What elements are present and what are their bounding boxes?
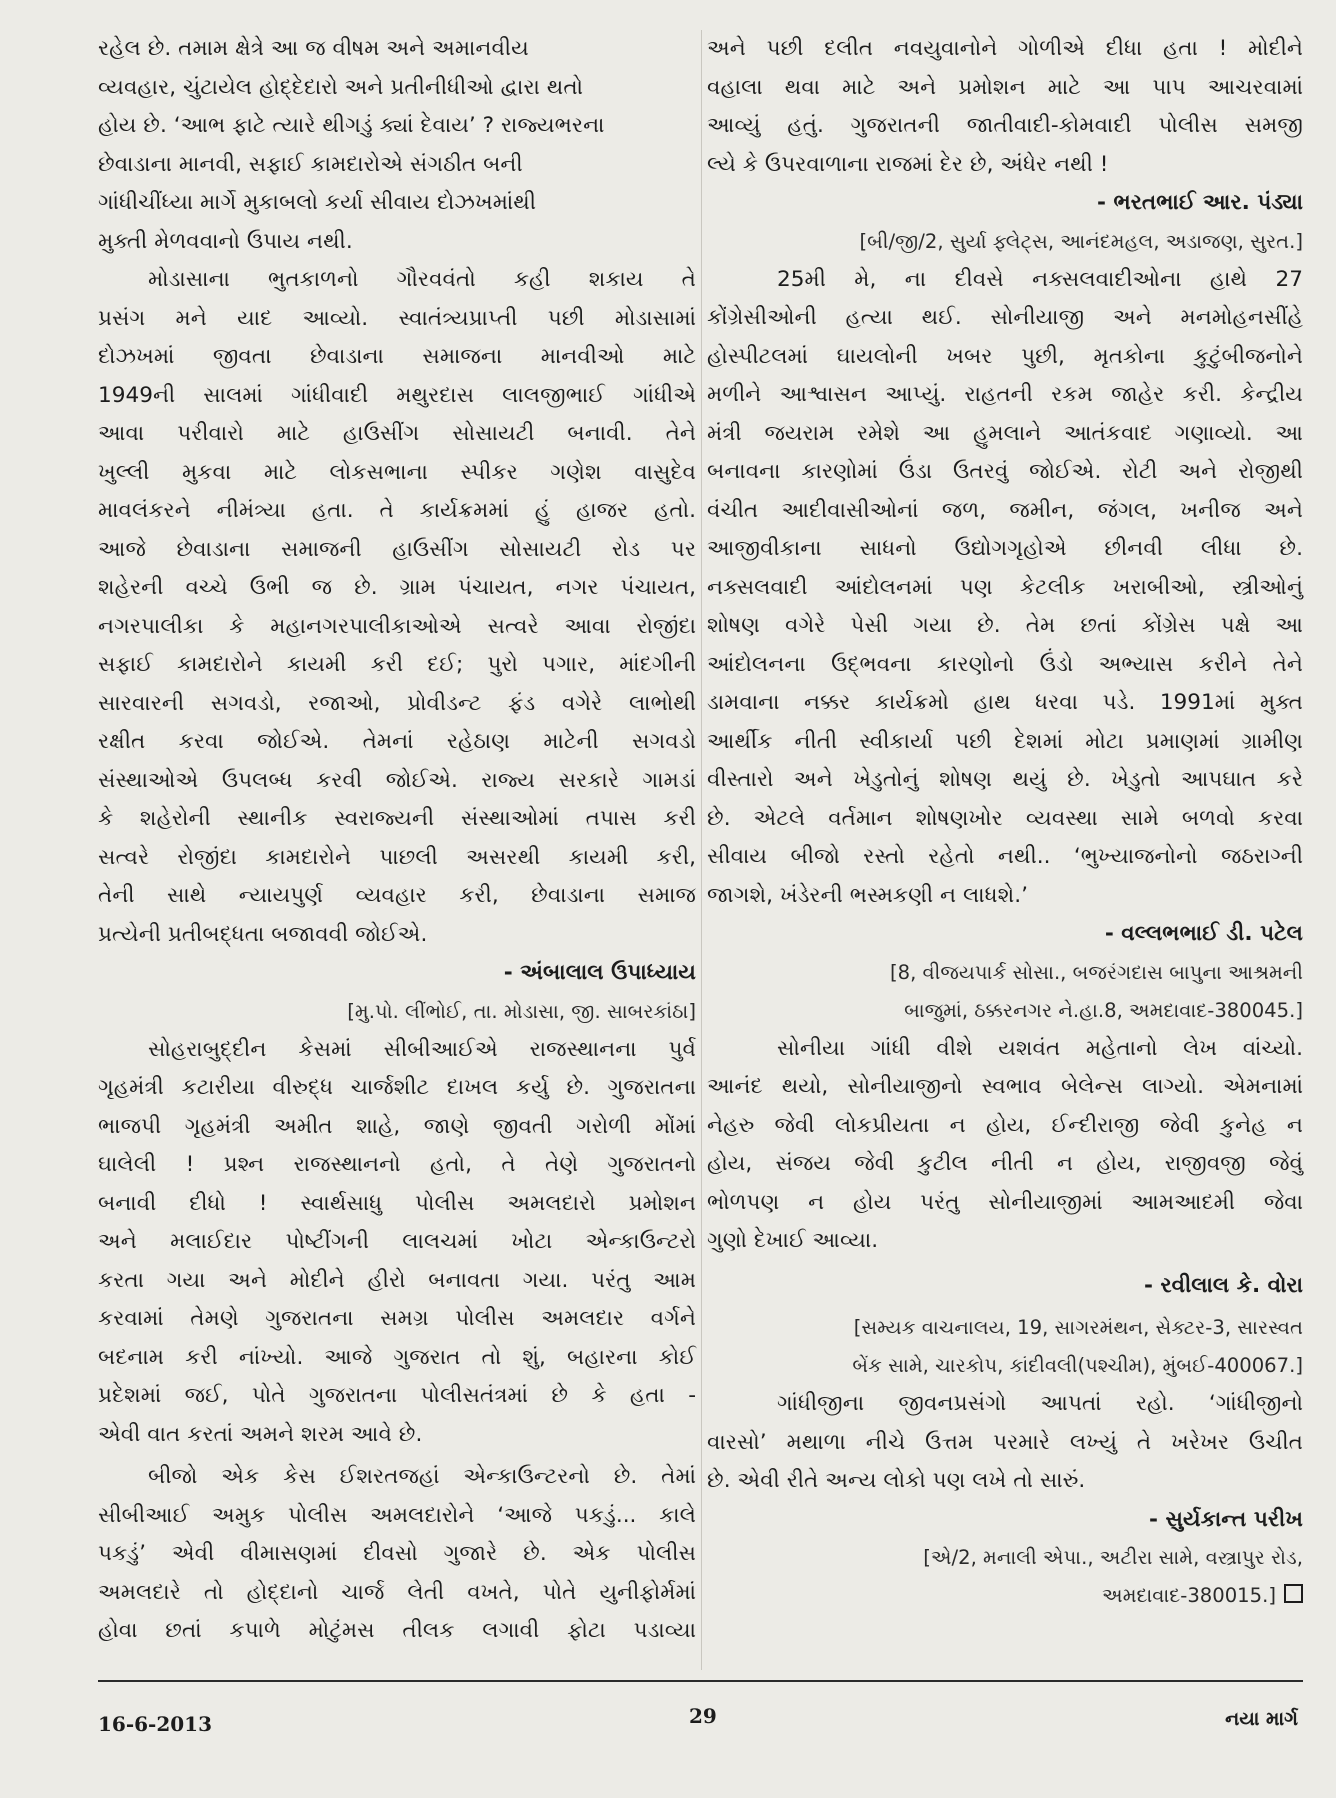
magazine-name: નયા માર્ગ [1225,1708,1298,1730]
footer-rule [98,1680,1303,1682]
author-address: [એ/2, મનાલી એપા., અટીરા સામે, વસ્ત્રાપુર રોડ, અમદાવાદ-380015.] [923,1546,1303,1607]
letter-paragraph: રહેલ છે. તમામ ક્ષેત્રે આ જ વીષમ અને અમાનવીય વ્યવહાર, ચુંટાયેલ હોદ્દેદારો અને પ્રતીનીધીઓ દ્વારા થતો હોય છે. ‘આભ ફાટે ત્યારે થીગડું ક્યાં દેવાય’ ? રાજ્યભરના છેવાડાના માનવી, સફાઈ કામદારોએ સંગઠીત બની ગાંધીચીંધ્યા માર્ગે મુકાબલો કર્યા સીવાય દોઝખમાંથી મુક્તી મેળવવાનો ઉપાય નથી. [98,36,605,254]
letter-paragraph: સોહરાબુદ્દીન કેસમાં સીબીઆઈએ રાજસ્થાનના પુર્વ ગૃહમંત્રી કટારીયા વીરુદ્ધ ચાર્જશીટ દાખલ કર્યુ છે. ગુજરાતના ભાજપી ગૃહમંત્રી અમીત શાહે, જાણે જીવતી ગરોળી મોંમાં ઘાલેલી ! પ્રશ્ન રાજસ્થાનનો હતો, તે તેણે ગુજરાતનો બનાવી દીધો ! સ્વાર્થસાધુ પોલીસ અમલદારો પ્રમોશન અને મલાઈદાર પોષ્ટીંગની લાલચમાં ખોટા એન્કાઉન્ટરો કરતા ગયા અને મોદીને હીરો બનાવતા ગયા. પરંતુ આમ કરવામાં તેમણે ગુજરાતના સમગ્ર પોલીસ અમલદાર વર્ગને બદનામ કરી નાંખ્યો. આજે ગુજરાત તો શું, બહારના કોઈ પ્રદેશમાં જઈ, પોતે ગુજરાતના પોલીસતંત્રમાં છે કે હતા - એવી વાત કરતાં અમને શરમ આવે છે. [98,1036,696,1447]
column-divider [701,30,702,1670]
author-address: [8, વીજયપાર્ક સોસા., બજરંગદાસ બાપુના આશ્રમની બાજુમાં, ઠક્કરનગર ને.હા.8, અમદાવાદ-380045.] [889,960,1303,1022]
letter-paragraph: બીજો એક કેસ ઈશરતજહાં એન્કાઉન્ટરનો છે. તેમાં સીબીઆઈ અમુક પોલીસ અમલદારોને ‘આજે પકડું... કાલે પકડું’ એવી વીમાસણમાં દીવસો ગુજારે છે. એક પોલીસ અમલદારે તો હોદ્દાનો ચાર્જ લેતી વખતે, પોતે યુનીફોર્મમાં હોવા છતાં કપાળે મોટુંમસ તીલક લગાવી ફોટા પડાવ્યા [98,1464,696,1643]
author-signature: - વલ્લભભાઈ ડી. પટેલ [1104,921,1303,946]
author-signature: - અંબાલાલ ઉપાધ્યાય [503,960,696,985]
left-column [98,30,696,1651]
author-signature: - ભરતભાઈ આર. પંડ્યા [1097,190,1303,215]
letter-paragraph: 25મી મે, ના દીવસે નક્સલવાદીઓના હાથે 27 કોંગ્રેસીઓની હત્યા થઈ. સોનીયાજી અને મનમોહનસીંહે હોસ્પીટલમાં ઘાયલોની ખબર પુછી, મૃતકોના કુટુંબીજનોને મળીને આશ્વાસન આપ્યું. રાહતની રકમ જાહેર કરી. કેન્દ્રીય મંત્રી જયરામ રમેશે આ હુમલાને આતંકવાદ ગણાવ્યો. આ બનાવના કારણોમાં ઉંડા ઉતરવું જોઈએ. રોટી અને રોજીથી વંચીત આદીવાસીઓનાં જળ, જમીન, જંગલ, ખનીજ અને આજીવીકાના સાધનો ઉદ્યોગગૃહોએ છીનવી લીધા છે. નક્સલવાદી આંદોલનમાં પણ કેટલીક ખરાબીઓ, સ્ત્રીઓનું શોષણ વગેરે પેસી ગયા છે. તેમ છતાં કોંગ્રેસ પક્ષે આ આંદોલનના ઉદ્ભવના કારણોનો ઉંડો અભ્યાસ કરીને તેને ડામવાના નક્કર કાર્યક્રમો હાથ ધરવા પડે. 1991માં મુક્ત આર્થીક નીતી સ્વીકાર્યા પછી દેશમાં મોટા પ્રમાણમાં ગ્રામીણ વીસ્તારો અને ખેડુતોનું શોષણ થયું છે. ખેડુતો આપઘાત કરે છે. એટલે વર્તમાન શોષણખોર વ્યવસ્થા સામે બળવો કરવા સીવાય બીજો રસ્તો રહેતો નથી.. ‘ભુખ્યાજનોનો જઠરાગ્ની જાગશે, ખંડેરની ભસ્મકણી ન લાધશે.’ [707,266,1303,908]
letter-paragraph: ગાંધીજીના જીવનપ્રસંગો આપતાં રહો. ‘ગાંધીજીનો વારસો’ મથાળા નીચે ઉત્તમ પરમારે લખ્યું તે ખરેખર ઉચીત છે. એવી રીતે અન્ય લોકો પણ લખે તો સારું. [707,1391,1303,1493]
right-column [707,30,1303,1615]
letter-paragraph: સોનીયા ગાંધી વીશે યશવંત મહેતાનો લેખ વાંચ્યો. આનંદ થયો, સોનીયાજીનો સ્વભાવ બેલેન્સ લાગ્યો. એમનામાં નેહરુ જેવી લોકપ્રીયતા ન હોય, ઈન્દીરાજી જેવી કુનેહ ન હોય, સંજય જેવી કુટીલ નીતી ન હોય, રાજીવજી જેવું ભોળપણ ન હોય પરંતુ સોનીયાજીમાં આમઆદમી જેવા ગુણો દેખાઈ આવ્યા. [707,1035,1303,1253]
author-signature: - સુર્યકાન્ત પરીખ [1149,1506,1303,1532]
letter-paragraph: મોડાસાના ભુતકાળનો ગૌરવવંતો કહી શકાય તે પ્રસંગ મને યાદ આવ્યો. સ્વાતંત્ર્યપ્રાપ્તી પછી મોડાસામાં દોઝખમાં જીવતા છેવાડાના સમાજના માનવીઓ માટે 1949ની સાલમાં ગાંધીવાદી મથુરદાસ લાલજીભાઈ ગાંધીએ આવા પરીવારો માટે હાઉસીંગ સોસાયટી બનાવી. તેને ખુલ્લી મુકવા માટે લોકસભાના સ્પીકર ગણેશ વાસુદેવ માવલંકરને નીમંત્ર્યા હતા. તે કાર્યક્રમમાં હું હાજર હતો. આજે છેવાડાના સમાજની હાઉસીંગ સોસાયટી રોડ પર શહેરની વચ્ચે ઉભી જ છે. ગ્રામ પંચાયત, નગર પંચાયત, નગરપાલીકા કે મહાનગરપાલીકાઓએ સત્વરે આવા રોજીંદા સફાઈ કામદારોને કાયમી કરી દઈ; પુરો પગાર, માંદગીની સારવારની સગવડો, રજાઓ, પ્રોવીડન્ટ ફંડ વગેરે લાભોથી રક્ષીત કરવા જોઈએ. તેમનાં રહેઠાણ માટેની સગવડો સંસ્થાઓએ ઉપલબ્ધ કરવી જોઈએ. રાજ્ય સરકારે ગામડાં કે શહેરોની સ્થાનીક સ્વરાજ્યની સંસ્થાઓમાં તપાસ કરી સત્વરે રોજીંદા કામદારોને પાછલી અસરથી કાયમી કરી, તેની સાથે ન્યાયપુર્ણ વ્યવહાર કરી, છેવાડાના સમાજ પ્રત્યેની પ્રતીબદ્ધતા બજાવવી જોઈએ. [98,267,696,947]
page-number: 29 [689,1704,717,1728]
letter-paragraph: અને પછી દલીત નવયુવાનોને ગોળીએ દીધા હતા ! મોદીને વહાલા થવા માટે અને પ્રમોશન માટે આ પાપ આચરવામાં આવ્યું હતું. ગુજરાતની જાતીવાદી-કોમવાદી પોલીસ સમજી લ્યે કે ઉપરવાળાના રાજમાં દેર છે, અંધેર નથી ! [707,36,1303,177]
author-address: [મુ.પો. લીંભોઈ, તા. મોડાસા, જી. સાબરકાંઠા] [347,999,696,1023]
checkbox-square-icon [1284,1584,1303,1603]
author-address: [સમ્યક વાચનાલય, 19, સાગરમંથન, સેક્ટર-3, સારસ્વત બેંક સામે, ચારકોપ, કાંદીવલી(પશ્ચીમ), મુંબઈ-400067.] [852,1316,1303,1377]
issue-date: 16-6-2013 [98,1712,213,1736]
author-signature: - રવીલાલ કે. વોરા [1143,1272,1303,1298]
author-address: [બી/જી/2, સુર્યા ફ્લેટ્સ, આનંદમહલ, અડાજણ, સુરત.] [859,229,1303,253]
